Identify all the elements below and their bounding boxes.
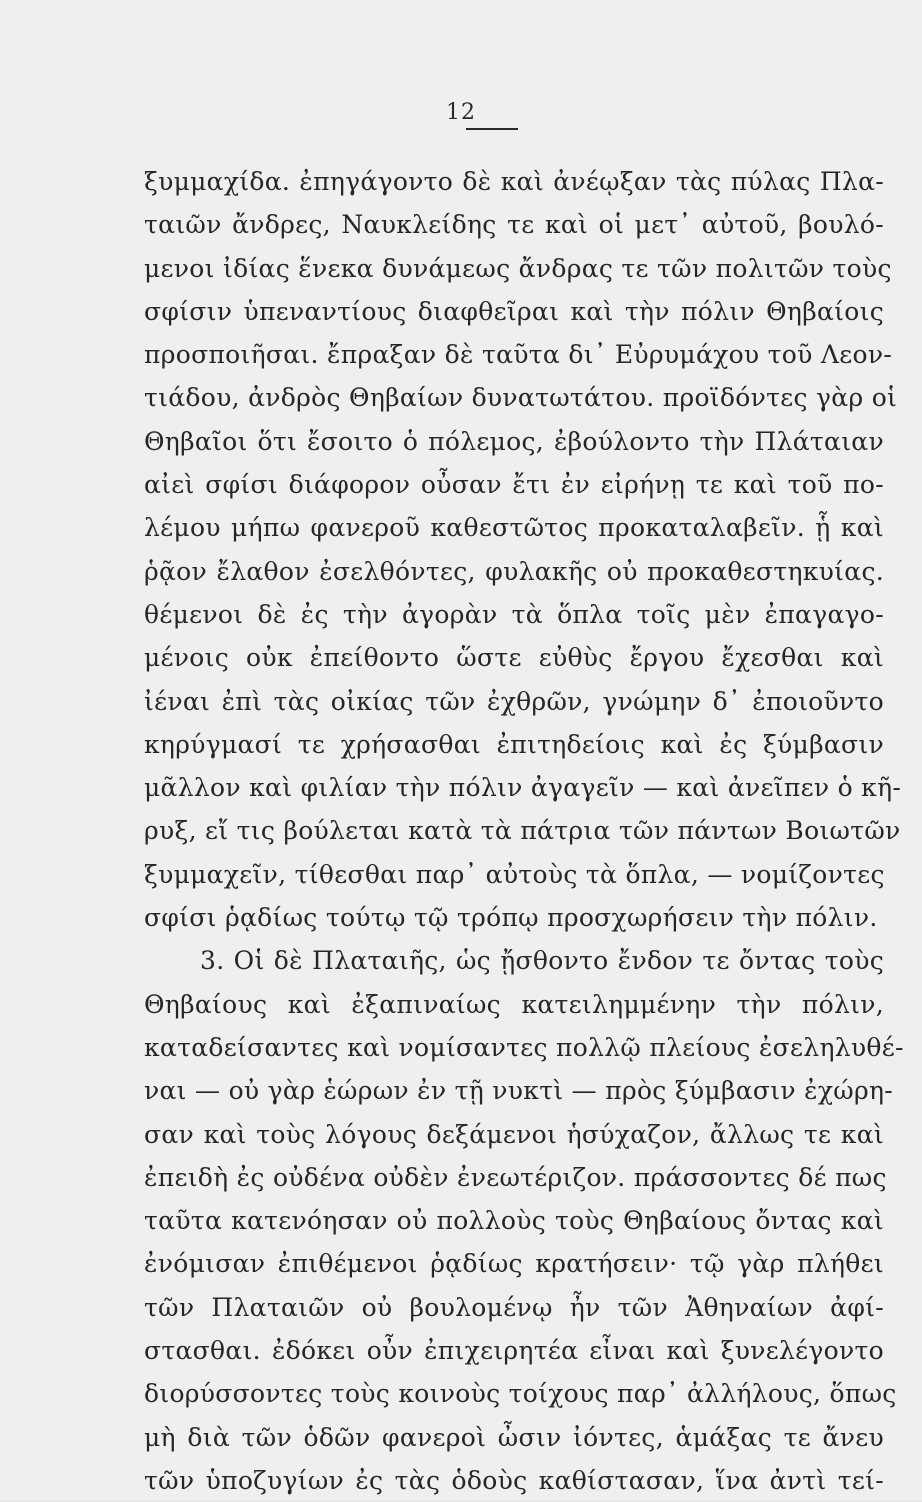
text-line: τῶν ὑποζυγίων ἐς τὰς ὁδοὺς καθίστασαν, ἵνα ἀντὶ τεί- (144, 1465, 884, 1495)
page-number-rule (466, 128, 518, 130)
text-line: λέμου μήπω φανεροῦ καθεστῶτος προκαταλαβεῖν. ᾗ καὶ (144, 513, 884, 543)
text-line: μενοι ἰδίας ἕνεκα δυνάμεως ἄνδρας τε τῶν πολιτῶν τοὺς (144, 253, 892, 283)
text-line: ἐνόμισαν ἐπιθέμενοι ῥᾳδίως κρατήσειν· τῷ γὰρ πλήθει (144, 1249, 884, 1279)
text-line: ξυμμαχεῖν, τίθεσθαι παρ᾽ αὐτοὺς τὰ ὅπλα, — νομίζοντες (144, 859, 885, 889)
text-line: θέμενοι δὲ ἐς τὴν ἀγορὰν τὰ ὅπλα τοῖς μὲν ἐπαγαγο- (144, 599, 884, 629)
text-line: προσποιῆσαι. ἔπραξαν δὲ ταῦτα δι᾽ Εὐρυμάχου τοῦ Λεον- (144, 340, 893, 370)
text-line: ταῦτα κατενόησαν οὐ πολλοὺς τοὺς Θηβαίους ὄντας καὶ (144, 1206, 884, 1236)
text-line: σφίσιν ὑπεναντίους διαφθεῖραι καὶ τὴν πόλιν Θηβαίοις (144, 296, 884, 326)
text-line: ῥᾷον ἔλαθον ἐσελθόντες, φυλακῆς οὐ προκαθεστηκυίας. (144, 556, 884, 586)
text-line: σφίσι ῥᾳδίως τούτῳ τῷ τρόπῳ προσχωρήσειν τὴν πόλιν. (144, 903, 878, 933)
section-start-line: 3. Οἱ δὲ Πλαταιῆς, ὡς ᾔσθοντο ἔνδον τε ὄντας τοὺς (200, 946, 884, 976)
body-text (144, 160, 904, 1502)
text-line: Θηβαίους καὶ ἐξαπιναίως κατειλημμένην τὴν πόλιν, (144, 989, 884, 1019)
page-number: 12 (446, 100, 476, 125)
text-line: τιάδου, ἀνδρὸς Θηβαίων δυνατωτάτου. προϊδόντες γὰρ οἱ (144, 383, 898, 413)
text-line: μᾶλλον καὶ φιλίαν τὴν πόλιν ἀγαγεῖν — καὶ ἀνεῖπεν ὁ κῆ- (144, 773, 902, 803)
text-line: στασθαι. ἐδόκει οὖν ἐπιχειρητέα εἶναι καὶ ξυνελέγοντο (144, 1336, 884, 1366)
text-line: αἰεὶ σφίσι διάφορον οὖσαν ἔτι ἐν εἰρήνῃ τε καὶ τοῦ πο- (144, 470, 884, 500)
text-line: Θηβαῖοι ὅτι ἔσοιτο ὁ πόλεμος, ἐβούλοντο τὴν Πλάταιαν (144, 426, 884, 456)
text-line: σαν καὶ τοὺς λόγους δεξάμενοι ἡσύχαζον, ἄλλως τε καὶ (144, 1119, 884, 1149)
text-line: ρυξ, εἴ τις βούλεται κατὰ τὰ πάτρια τῶν πάντων Βοιωτῶν (144, 816, 901, 846)
text-line: διορύσσοντες τοὺς κοινοὺς τοίχους παρ᾽ ἀλλήλους, ὅπως (144, 1379, 897, 1409)
text-line: ταιῶν ἄνδρες, Ναυκλείδης τε καὶ οἱ μετ᾽ αὐτοῦ, βουλό- (144, 210, 884, 240)
text-line: ξυμμαχίδα. ἐπηγάγοντο δὲ καὶ ἀνέῳξαν τὰς πύλας Πλα- (144, 167, 884, 196)
text-line: μένοις οὐκ ἐπείθοντο ὥστε εὐθὺς ἔργου ἔχεσθαι καὶ (144, 643, 884, 673)
text-line: ἐπειδὴ ἐς οὐδένα οὐδὲν ἐνεωτέριζον. πράσσοντες δέ πως (144, 1162, 887, 1192)
text-line: ἰέναι ἐπὶ τὰς οἰκίας τῶν ἐχθρῶν, γνώμην δ᾽ ἐποιοῦντο (144, 686, 884, 716)
text-line: μὴ διὰ τῶν ὁδῶν φανεροὶ ὦσιν ἰόντες, ἁμάξας τε ἄνευ (144, 1422, 884, 1452)
text-line: καταδείσαντες καὶ νομίσαντες πολλῷ πλείους ἐσεληλυθέ- (144, 1032, 904, 1062)
text-line: ναι — οὐ γὰρ ἑώρων ἐν τῇ νυκτὶ — πρὸς ξύμβασιν ἐχώρη- (144, 1076, 893, 1106)
text-line: κηρύγμασί τε χρήσασθαι ἐπιτηδείοις καὶ ἐς ξύμβασιν (144, 729, 884, 759)
text-line: τῶν Πλαταιῶν οὐ βουλομένῳ ἦν τῶν Ἀθηναίων ἀφί- (144, 1292, 884, 1322)
